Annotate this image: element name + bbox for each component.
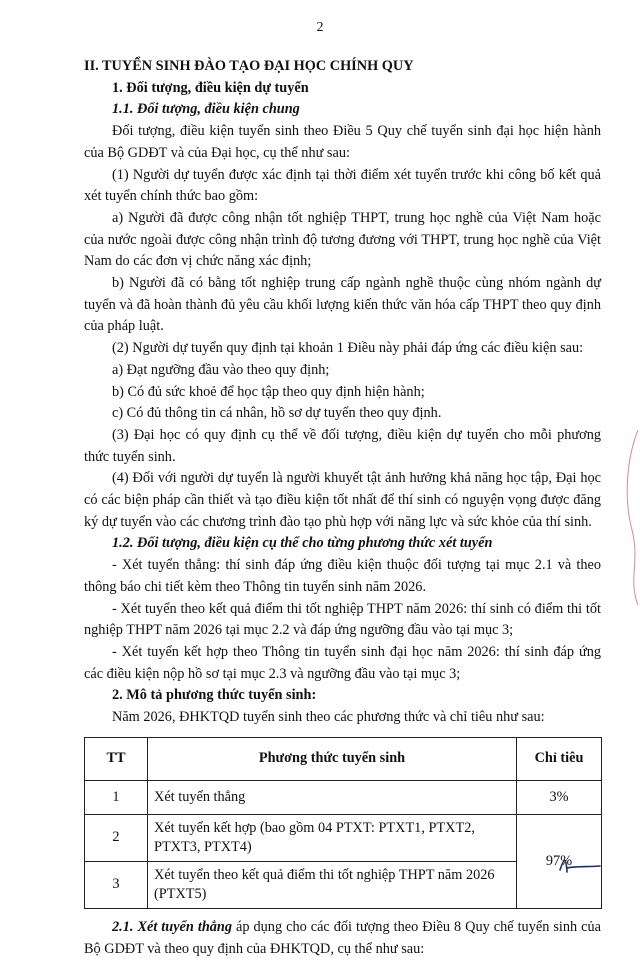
initial-signature-icon [556, 852, 602, 878]
paragraph-2: (2) Người dự tuyển quy định tại khoản 1 Điều này phải đáp ứng các điều kiện sau: [112, 340, 584, 357]
row-quota-merged: 97% [517, 814, 602, 908]
table-row [85, 780, 602, 814]
header-tt: TT [85, 737, 148, 780]
paragraph-2-1 [84, 917, 601, 960]
paragraph-2b: b) Có đủ sức khoẻ để học tập theo quy định hiện hành; [112, 383, 425, 400]
table-row [85, 814, 602, 861]
section-title: II. TUYỂN SINH ĐÀO TẠO ĐẠI HỌC CHÍNH QUY [84, 58, 414, 74]
paragraph-2-1-text: áp dụng cho các đối tượng theo Điều 8 Quy chế tuyển sinh của Bộ GDĐT và theo quy định của ĐHKTQD, cụ thể như sau: [84, 918, 602, 957]
paragraph-2a: a) Đạt ngưỡng đầu vào theo quy định; [112, 361, 330, 378]
document-body [84, 56, 601, 960]
subsection-title-1-2: 1.2. Đối tượng, điều kiện cụ thể cho từng phương thức xét tuyển [112, 535, 493, 552]
row-tt: 2 [85, 814, 148, 861]
header-quota: Chỉ tiêu [517, 737, 602, 780]
row-tt: 3 [85, 861, 148, 908]
admission-methods-table [84, 737, 602, 909]
row-method: Xét tuyển kết hợp (bao gồm 04 PTXT: PTXT1, PTXT2, PTXT3, PTXT4) [148, 814, 517, 861]
bullet-direct-admission: - Xét tuyển thẳng: thí sinh đáp ứng điều kiện thuộc đối tượng tại mục 2.1 và theo thông báo chi tiết kèm theo Thông tin tuyển sinh năm 2026. [84, 557, 601, 595]
paragraph-2c: c) Có đủ thông tin cá nhân, hồ sơ dự tuyển theo quy định. [112, 405, 442, 422]
subsection-title-2-1: 2.1. Xét tuyển thẳng [112, 918, 233, 935]
paragraph-1a: a) Người đã được công nhận tốt nghiệp THPT, trung học nghề của Việt Nam hoặc của nước ngoài được công nhận trình độ tương đương với THPT, trung học nghề của Việt Nam do các đơn vị chức năng xác định; [84, 209, 601, 270]
row-quota: 3% [517, 780, 602, 814]
subsection-title-2: 2. Mô tả phương thức tuyển sinh: [112, 687, 317, 704]
paragraph-1b: b) Người đã có bằng tốt nghiệp trung cấp ngành nghề thuộc cùng nhóm ngành dự tuyển và đã hoàn thành đủ yêu cầu khối lượng kiến thức văn hóa cấp THPT theo quy định của pháp luật. [84, 275, 601, 335]
row-method: Xét tuyển theo kết quả điểm thi tốt nghiệp THPT năm 2026 (PTXT5) [148, 861, 517, 908]
subsection-title-1-1: 1.1. Đối tượng, điều kiện chung [112, 101, 300, 118]
bullet-combined: - Xét tuyển kết hợp theo Thông tin tuyển sinh đại học năm 2026: thí sinh đáp ứng các điều kiện nộp hồ sơ tại mục 2.3 và ngưỡng đầu vào tại mục 3; [84, 643, 601, 682]
row-method: Xét tuyển thẳng [148, 780, 517, 814]
table-header-row [85, 737, 602, 780]
margin-ink-mark-icon [618, 420, 640, 610]
paragraph-3: (3) Đại học có quy định cụ thể về đối tượng, điều kiện dự tuyển cho mỗi phương thức tuyển sinh. [84, 426, 601, 465]
paragraph-table-intro: Năm 2026, ĐHKTQD tuyển sinh theo các phương thức và chỉ tiêu như sau: [112, 709, 545, 726]
paragraph-4: (4) Đối với người dự tuyển là người khuyết tật ảnh hưởng khả năng học tập, Đại học có các biện pháp cần thiết và tạo điều kiện tốt nhất để thí sinh có nguyện vọng được đăng ký dự tuyển vào các chương trình đào tạo phù hợp với năng lực và sức khỏe của thí sinh. [84, 470, 601, 530]
subsection-title-1: 1. Đối tượng, điều kiện dự tuyển [112, 79, 309, 96]
page-number: 2 [316, 20, 324, 35]
bullet-exam-score: - Xét tuyển theo kết quả điểm thi tốt nghiệp THPT năm 2026: thí sinh có điểm thi tốt nghiệp THPT năm 2026 tại mục 2.2 và đáp ứng ngưỡng đầu vào tại mục 3; [84, 600, 601, 639]
header-method: Phương thức tuyển sinh [148, 737, 517, 780]
row-tt: 1 [85, 780, 148, 814]
paragraph-intro: Đối tượng, điều kiện tuyển sinh theo Điều 5 Quy chế tuyển sinh đại học hiện hành của Bộ GDĐT và của Đại học, cụ thể như sau: [84, 123, 601, 161]
paragraph-1: (1) Người dự tuyển được xác định tại thời điểm xét tuyển trước khi công bố kết quả xét tuyển chính thức bao gồm: [84, 166, 601, 205]
